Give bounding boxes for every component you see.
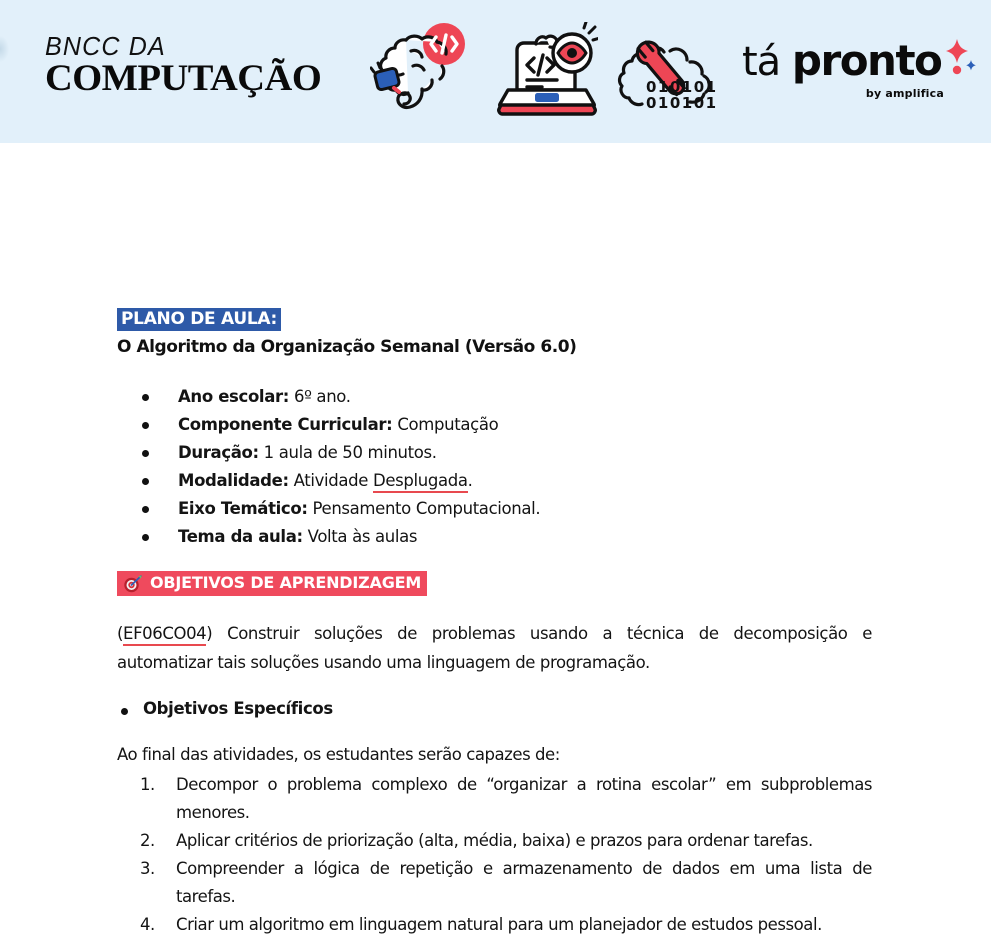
brain-code-icon [370, 22, 474, 122]
meta-label: Tema da aula: [178, 527, 303, 546]
meta-label: Modalidade: [178, 471, 289, 490]
list-item-number: 1. [140, 775, 155, 794]
list-item-text: Criar um algoritmo em linguagem natural para um planejador de estudos pessoal. [176, 915, 822, 934]
ta-pronto-logo [742, 36, 972, 110]
bullet-icon [142, 450, 149, 457]
list-item [140, 911, 872, 939]
objetivos-aprendizagem-label-wrap [117, 571, 427, 596]
list-item [142, 523, 842, 551]
header-inner [0, 0, 991, 143]
header-banner [0, 0, 991, 143]
meta-label: Componente Curricular: [178, 415, 393, 434]
svg-text:010101: 010101 [646, 78, 718, 96]
list-item-number: 4. [140, 915, 155, 934]
list-item [140, 827, 872, 855]
objectives-intro-text: Ao final das atividades, os estudantes serão capazes de: [117, 745, 560, 764]
list-item-text: Aplicar critérios de priorização (alta, média, baixa) e prazos para ordenar tarefas. [176, 831, 813, 850]
ta-pronto-wordmark [742, 36, 942, 85]
objetivos-aprendizagem-label: OBJETIVOS DE APRENDIZAGEM [150, 573, 422, 593]
skill-description: Construir soluções de problemas usando a técnica de decomposição e automatizar tais soluções usando uma linguagem de programação. [117, 624, 872, 672]
list-item-text: Decompor o problema complexo de “organizar a rotina escolar” em subproblemas menores. [176, 775, 872, 822]
sparkle-icon [927, 36, 977, 86]
wrench-cloud-binary-icon [616, 22, 728, 122]
objetivos-especificos-label: Objetivos Específicos [143, 699, 333, 718]
bullet-icon [142, 394, 149, 401]
page-title: O Algoritmo da Organização Semanal (Versão 6.0) [117, 337, 577, 357]
bncc-logo-line2: COMPUTAÇÃO [45, 58, 322, 99]
edge-artifact [0, 36, 9, 62]
meta-label: Ano escolar: [178, 387, 290, 406]
header-icon-group [370, 22, 728, 122]
bullet-icon [142, 478, 149, 485]
ta-pronto-light-word: tá [742, 39, 792, 85]
list-item-text: Compreender a lógica de repetição e armazenamento de dados em uma lista de tarefas. [176, 859, 872, 906]
meta-value-post: . [467, 471, 473, 490]
list-item [142, 467, 842, 495]
ta-pronto-tagline: by amplifica [865, 87, 944, 100]
bullet-icon [142, 422, 149, 429]
objetivos-heading-row [117, 571, 427, 597]
svg-text:010101: 010101 [646, 94, 718, 112]
bullet-icon [121, 708, 128, 715]
meta-value-pre: Atividade [293, 471, 373, 490]
list-item [142, 411, 842, 439]
list-item [140, 771, 872, 827]
skill-paragraph [117, 619, 872, 677]
list-item-number: 2. [140, 831, 155, 850]
meta-label: Duração: [178, 443, 259, 462]
skill-open-paren: ( [117, 624, 124, 643]
ta-pronto-bold-word: pronto [791, 36, 942, 85]
plano-de-aula-heading-row [117, 308, 281, 331]
plano-de-aula-label: PLANO DE AULA: [117, 308, 281, 331]
meta-value: Pensamento Computacional. [312, 499, 541, 518]
objetivos-especificos-heading [117, 699, 333, 718]
meta-value: 6º ano. [293, 387, 351, 406]
list-item [140, 855, 872, 911]
meta-label: Eixo Temático: [178, 499, 308, 518]
bullet-icon [142, 506, 149, 513]
lesson-meta-list [142, 383, 842, 551]
bullet-icon [142, 534, 149, 541]
meta-value: Computação [397, 415, 499, 434]
laptop-eye-icon [492, 22, 598, 122]
list-item [142, 495, 842, 523]
bncc-logo-line1: BNCC DA [45, 31, 166, 62]
list-item [142, 383, 842, 411]
list-item [142, 439, 842, 467]
spellcheck-word: Desplugada [373, 471, 468, 493]
skill-close-paren: ) [206, 624, 213, 643]
list-item-number: 3. [140, 859, 155, 878]
bncc-logo [45, 31, 322, 99]
meta-value: Volta às aulas [307, 527, 418, 546]
objectives-numbered-list [140, 771, 872, 939]
skill-code: EF06CO04 [123, 624, 206, 646]
meta-value: 1 aula de 50 minutos. [263, 443, 437, 462]
target-dart-icon [123, 575, 143, 593]
